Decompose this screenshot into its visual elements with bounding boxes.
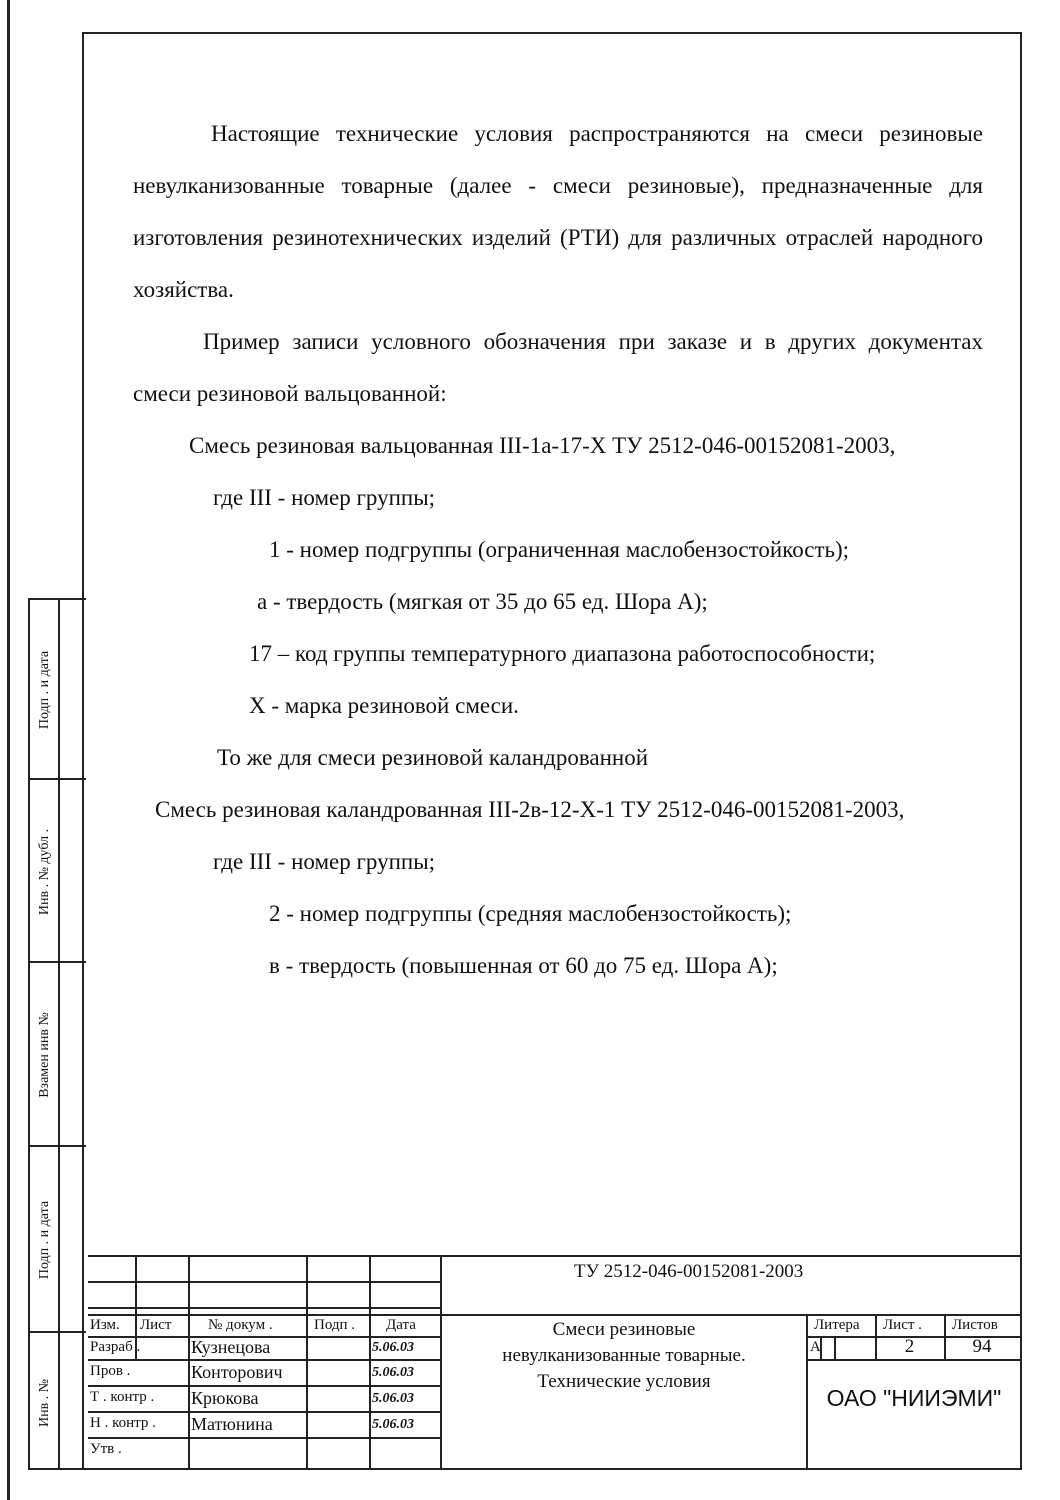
date-norm-control: 5.06.03 bbox=[372, 1417, 414, 1432]
name-developer: Кузнецова bbox=[191, 1337, 271, 1357]
role-approved: Утв . bbox=[90, 1441, 122, 1457]
role-developer: Разраб . bbox=[90, 1339, 141, 1355]
litera-label: Литера bbox=[814, 1317, 860, 1333]
organization-name: ОАО "НИИЭМИ" bbox=[826, 1385, 1002, 1411]
side-field-sign-date-2: Подп . и дата bbox=[30, 1145, 86, 1331]
intro-paragraph: Настоящие технические условия распространяются на смеси резиновые невулканизованные товарные (далее - смеси резиновые), предназначенные для изготовления резинотехнических изделий (РТИ) для различных отраслей народного хозяйства. bbox=[133, 121, 983, 302]
document-body bbox=[133, 108, 983, 992]
date-developer: 5.06.03 bbox=[372, 1340, 414, 1355]
date-tech-control: 5.06.03 bbox=[372, 1391, 414, 1406]
example-rolled-designation: Смесь резиновая вальцованная III-1а-17-Х ТУ 2512-046-00152081-2003, bbox=[189, 433, 896, 458]
example-calendered-designation: Смесь резиновая каландрованная III-2в-12-Х-1 ТУ 2512-046-00152081-2003, bbox=[155, 797, 905, 822]
litera-value: А bbox=[810, 1339, 821, 1355]
product-title-line2: невулканизованные товарные. bbox=[502, 1345, 746, 1366]
example-rolled-temp-code: 17 – код группы температурного диапазона работоспособности; bbox=[249, 641, 876, 666]
example-rolled-subgroup: 1 - номер подгруппы (ограниченная маслобензостойкость); bbox=[269, 537, 850, 562]
name-tech-control: Крюкова bbox=[191, 1388, 259, 1408]
header-doc-no: № докум . bbox=[208, 1317, 273, 1333]
name-norm-control: Матюнина bbox=[191, 1414, 273, 1434]
sheets-total: 94 bbox=[972, 1336, 992, 1357]
product-title-line1: Смеси резиновые bbox=[552, 1319, 696, 1340]
side-field-replace-inv: Взамен инв № bbox=[30, 961, 86, 1145]
example-calendered-subgroup: 2 - номер подгруппы (средняя маслобензостойкость); bbox=[269, 901, 792, 926]
header-sign: Подп . bbox=[314, 1317, 356, 1333]
example-rolled-mark: Х - марка резиновой смеси. bbox=[249, 693, 519, 718]
header-date: Дата bbox=[386, 1317, 416, 1333]
sheet-label: Лист . bbox=[883, 1317, 922, 1333]
calendered-intro: То же для смеси резиновой каландрованной bbox=[217, 745, 649, 770]
side-field-sign-date: Подп . и дата bbox=[30, 598, 86, 778]
role-checker: Пров . bbox=[90, 1363, 131, 1379]
title-block bbox=[88, 1255, 1020, 1469]
margin-fields-strip bbox=[28, 598, 84, 1470]
example-rolled-hardness: а - твердость (мягкая от 35 до 65 ед. Шора А); bbox=[257, 589, 708, 614]
date-checker: 5.06.03 bbox=[372, 1365, 414, 1380]
binding-edge-line bbox=[7, 0, 10, 1500]
sheet-number: 2 bbox=[904, 1336, 915, 1357]
example-rolled-group: где III - номер группы; bbox=[213, 485, 436, 510]
side-field-inv-no: Инв . № bbox=[30, 1331, 86, 1470]
side-field-inv-dup: Инв . № дубл . bbox=[30, 778, 86, 961]
role-norm-control: Н . контр . bbox=[90, 1415, 156, 1431]
role-tech-control: Т . контр . bbox=[90, 1389, 155, 1405]
sheets-label: Листов bbox=[952, 1317, 998, 1333]
name-checker: Конторович bbox=[191, 1362, 283, 1382]
example-calendered-group: где III - номер группы; bbox=[213, 849, 436, 874]
document-code: ТУ 2512-046-00152081-2003 bbox=[574, 1261, 804, 1282]
example-intro-paragraph: Пример записи условного обозначения при заказе и в других документах смеси резиновой вальцованной: bbox=[133, 329, 983, 406]
example-calendered-hardness: в - твердость (повышенная от 60 до 75 ед. Шора А); bbox=[269, 953, 778, 978]
header-izm: Изм. bbox=[90, 1317, 120, 1333]
product-title-line3: Технические условия bbox=[537, 1371, 711, 1392]
header-list: Лист bbox=[140, 1317, 172, 1333]
